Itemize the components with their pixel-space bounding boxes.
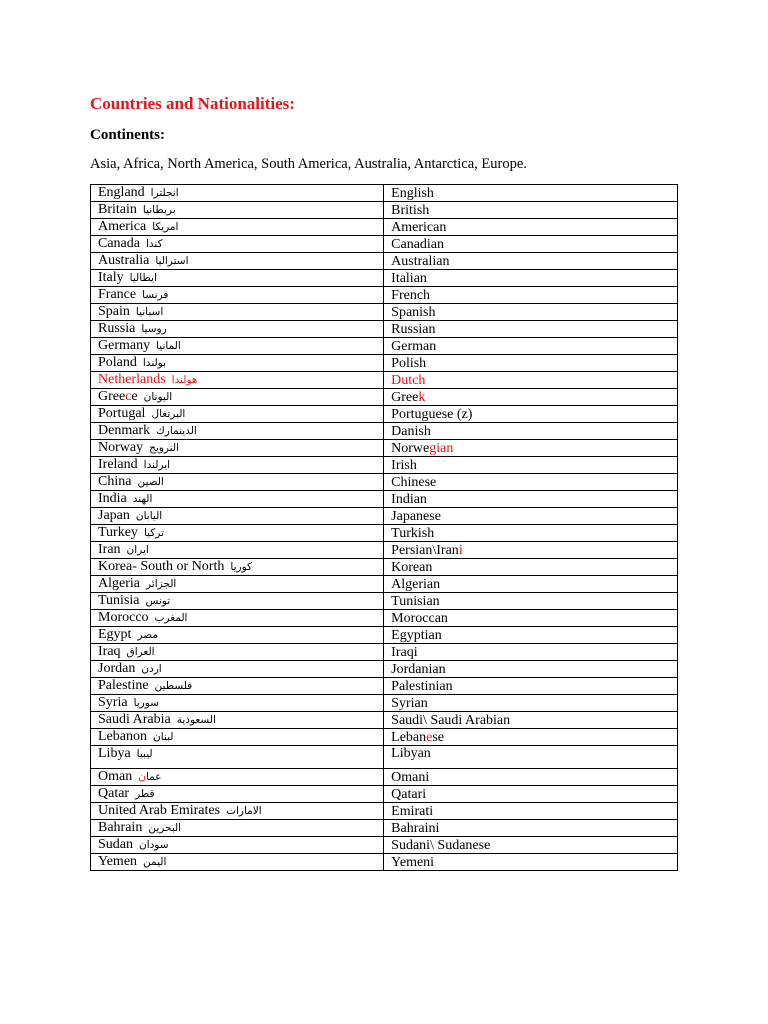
- arabic-name-text: النرويج: [149, 442, 179, 454]
- country-cell: [91, 372, 384, 389]
- arabic-name-text: ايرلندا: [143, 459, 171, 471]
- country-cell: [91, 576, 384, 593]
- table-row: [91, 769, 678, 786]
- table-row: [91, 474, 678, 491]
- table-row: [91, 559, 678, 576]
- continents-list: Asia, Africa, North America, South America, Australia, Antarctica, Europe.: [90, 156, 527, 172]
- nationality-cell: [384, 610, 678, 627]
- nationality-text: Qatari: [391, 786, 427, 802]
- arabic-name-text: المغرب: [154, 612, 188, 624]
- nationality-cell: [384, 786, 678, 803]
- arabic-name: [137, 748, 153, 760]
- arabic-name: [153, 731, 173, 743]
- country-name-text: Norway: [98, 440, 144, 455]
- nationality-text: Japanese: [391, 508, 441, 524]
- arabic-name: [142, 289, 168, 301]
- table-row: [91, 644, 678, 661]
- table-row: [91, 355, 678, 372]
- arabic-name: [137, 476, 163, 488]
- country-cell: [91, 236, 384, 253]
- country-name-text: France: [98, 287, 137, 302]
- nationality-cell: [384, 236, 678, 253]
- table-row: [91, 219, 678, 236]
- country-name-text: Saudi Arabia: [98, 712, 171, 727]
- table-row: [91, 236, 678, 253]
- nationality-cell: [384, 820, 678, 837]
- country-cell: [91, 525, 384, 542]
- arabic-name-text: ايطاليا: [129, 272, 157, 284]
- arabic-name-highlight: هولندا: [171, 374, 198, 386]
- arabic-name: [226, 805, 262, 817]
- arabic-name: [156, 340, 181, 352]
- table-row: [91, 820, 678, 837]
- arabic-name-text: اسبانيا: [135, 306, 164, 318]
- nationality-text: Indian: [391, 491, 427, 507]
- country-cell: [91, 786, 384, 803]
- nationality-text: Egyptian: [391, 627, 442, 643]
- nationality-text: Gree: [391, 389, 419, 405]
- country-cell: [91, 253, 384, 270]
- arabic-name: [127, 646, 155, 658]
- arabic-name-text: العراق: [126, 646, 155, 658]
- country-cell: [91, 610, 384, 627]
- nationality-text: Turkish: [391, 525, 435, 541]
- country-name-text: Syria: [98, 695, 128, 710]
- arabic-name-text: انجلترا: [150, 187, 179, 199]
- table-row: [91, 854, 678, 871]
- nationality-cell: [384, 746, 678, 769]
- arabic-name-text: سوريا: [133, 697, 159, 709]
- country-name-text: Japan: [98, 508, 130, 523]
- country-cell: [91, 270, 384, 287]
- table-row: [91, 661, 678, 678]
- arabic-name-text: اردن: [141, 663, 162, 675]
- country-cell: [91, 202, 384, 219]
- nationality-cell: [384, 287, 678, 304]
- arabic-name: [146, 238, 163, 250]
- nationality-text: Portuguese (z): [391, 406, 473, 422]
- table-row: [91, 389, 678, 406]
- nationality-cell: [384, 729, 678, 746]
- arabic-name: [148, 822, 181, 834]
- arabic-name: [155, 612, 188, 624]
- country-name-text: e: [131, 389, 138, 404]
- table-row: [91, 287, 678, 304]
- nationality-text: Italian: [391, 270, 427, 286]
- arabic-name: [136, 306, 163, 318]
- country-name-text: Germany: [98, 338, 151, 353]
- country-cell: [91, 729, 384, 746]
- nationality-highlight: i: [458, 542, 463, 558]
- nationality-text: Chinese: [391, 474, 437, 490]
- table-row: [91, 576, 678, 593]
- country-name-text: India: [98, 491, 127, 506]
- arabic-name-text: كندا: [145, 238, 163, 250]
- country-name-text: Egypt: [98, 627, 132, 642]
- arabic-name-text: الامارات: [226, 805, 262, 817]
- table-row: [91, 695, 678, 712]
- nationality-cell: [384, 338, 678, 355]
- country-cell: [91, 508, 384, 525]
- nationality-text: British: [391, 202, 430, 218]
- country-cell: [91, 423, 384, 440]
- country-name-text: United Arab Emirates: [98, 803, 221, 818]
- country-cell: [91, 678, 384, 695]
- arabic-name: [136, 510, 162, 522]
- nationality-cell: [384, 576, 678, 593]
- country-cell: [91, 338, 384, 355]
- arabic-name-text: امريكا: [152, 221, 179, 233]
- nationality-text: German: [391, 338, 437, 354]
- country-name-text: Algeria: [98, 576, 140, 591]
- table-row: [91, 746, 678, 769]
- table-row: [91, 678, 678, 695]
- arabic-name: [230, 561, 252, 573]
- nationality-cell: [384, 457, 678, 474]
- arabic-name-text: مصر: [137, 629, 158, 641]
- country-name-text: Iran: [98, 542, 121, 557]
- country-cell: [91, 854, 384, 871]
- nationalities-table: [90, 184, 678, 871]
- nationality-highlight: k: [418, 389, 426, 405]
- arabic-name: [152, 221, 178, 233]
- country-cell: [91, 542, 384, 559]
- arabic-name: [151, 187, 179, 199]
- nationality-text: Jordanian: [391, 661, 446, 677]
- country-name-text: Qatar: [98, 786, 130, 801]
- arabic-name: [156, 425, 197, 437]
- country-cell: [91, 695, 384, 712]
- country-cell: [91, 837, 384, 854]
- country-name-text: Lebanon: [98, 729, 147, 744]
- table-row: [91, 593, 678, 610]
- country-name-text: Denmark: [98, 423, 151, 438]
- arabic-name: [144, 391, 173, 403]
- nationality-highlight: gian: [429, 440, 454, 456]
- table-row: [91, 270, 678, 287]
- country-cell: [91, 803, 384, 820]
- country-name-text: Libya: [98, 746, 131, 761]
- nationality-cell: [384, 474, 678, 491]
- table-row: [91, 185, 678, 202]
- arabic-name-highlight: ن: [138, 771, 146, 783]
- nationality-cell: [384, 440, 678, 457]
- country-cell: [91, 820, 384, 837]
- arabic-name: [135, 788, 154, 800]
- arabic-name: [155, 680, 193, 692]
- country-name-text: Turkey: [98, 525, 138, 540]
- arabic-name: [130, 272, 157, 284]
- country-name-text: Gree: [98, 389, 126, 404]
- nationality-cell: [384, 525, 678, 542]
- country-name-text: America: [98, 219, 147, 234]
- nationality-text: Moroccan: [391, 610, 448, 626]
- nationality-text: Korean: [391, 559, 433, 575]
- arabic-name: [141, 323, 166, 335]
- nationality-cell: [384, 627, 678, 644]
- nationality-cell: [384, 803, 678, 820]
- arabic-name-text: الجزائر: [145, 578, 177, 590]
- arabic-name-text: البحرين: [148, 822, 182, 834]
- country-name-text: Iraq: [98, 644, 121, 659]
- table-row: [91, 729, 678, 746]
- table-row: [91, 423, 678, 440]
- arabic-name-text: الدينمارك: [156, 425, 197, 437]
- table-row: [91, 627, 678, 644]
- table-row: [91, 803, 678, 820]
- nationality-text: Tunisian: [391, 593, 440, 609]
- table-row: [91, 406, 678, 423]
- nationality-cell: [384, 854, 678, 871]
- country-cell: [91, 474, 384, 491]
- arabic-name: [146, 595, 171, 607]
- country-cell: [91, 355, 384, 372]
- arabic-name: [127, 544, 149, 556]
- nationality-text: Polish: [391, 355, 427, 371]
- country-name-text: China: [98, 474, 132, 489]
- nationality-cell: [384, 270, 678, 287]
- arabic-name: [138, 771, 161, 783]
- nationality-text: Spanish: [391, 304, 436, 320]
- arabic-name-text: تركيا: [143, 527, 165, 539]
- nationality-cell: [384, 712, 678, 729]
- country-name-text: Canada: [98, 236, 140, 251]
- arabic-name: [141, 663, 161, 675]
- arabic-name: [144, 459, 170, 471]
- nationality-text: French: [391, 287, 431, 303]
- arabic-name: [133, 493, 153, 505]
- nationality-text: Palestinian: [391, 678, 453, 694]
- table-row: [91, 457, 678, 474]
- arabic-name: [143, 856, 166, 868]
- country-name-text: Britain: [98, 202, 137, 217]
- country-cell: [91, 644, 384, 661]
- country-name-text: Sudan: [98, 837, 133, 852]
- country-name-text: Ireland: [98, 457, 138, 472]
- country-name-text: Italy: [98, 270, 124, 285]
- arabic-name: [146, 578, 176, 590]
- arabic-name-text: تونس: [145, 595, 171, 607]
- nationality-text: Persian\Iran: [391, 542, 459, 558]
- country-name-text: Poland: [98, 355, 137, 370]
- country-name-text: Oman: [98, 769, 133, 784]
- country-cell: [91, 769, 384, 786]
- nationality-text: Irish: [391, 457, 417, 473]
- nationality-text: Emirati: [391, 803, 434, 819]
- arabic-name: [155, 255, 188, 267]
- nationality-highlight: Dutch: [391, 372, 426, 388]
- country-name-text: Spain: [98, 304, 130, 319]
- arabic-name-text: بولندا: [142, 357, 167, 369]
- country-cell: [91, 389, 384, 406]
- table-row: [91, 786, 678, 803]
- nationality-cell: [384, 423, 678, 440]
- country-name-text: England: [98, 185, 145, 200]
- arabic-name-text: السعودية: [176, 714, 216, 726]
- arabic-name-text: قطر: [135, 788, 155, 800]
- arabic-name: [144, 527, 164, 539]
- nationality-cell: [384, 202, 678, 219]
- nationality-cell: [384, 661, 678, 678]
- country-cell: [91, 304, 384, 321]
- table-row: [91, 202, 678, 219]
- nationality-text: Norwe: [391, 440, 430, 456]
- nationality-text: Russian: [391, 321, 436, 337]
- arabic-name-text: سودان: [139, 839, 169, 851]
- table-row: [91, 304, 678, 321]
- country-name-text: Palestine: [98, 678, 149, 693]
- country-name-text: Tunisia: [98, 593, 140, 608]
- nationality-text: Algerian: [391, 576, 441, 592]
- nationality-cell: [384, 542, 678, 559]
- table-row: [91, 837, 678, 854]
- nationality-cell: [384, 321, 678, 338]
- arabic-name-text: كوريا: [230, 561, 252, 573]
- arabic-name: [137, 629, 158, 641]
- country-name-text: Morocco: [98, 610, 149, 625]
- country-cell: [91, 491, 384, 508]
- nationalities-table-body: [91, 185, 678, 871]
- nationality-cell: [384, 219, 678, 236]
- nationality-cell: [384, 559, 678, 576]
- table-row: [91, 491, 678, 508]
- nationality-text: Danish: [391, 423, 431, 439]
- nationality-cell: [384, 491, 678, 508]
- country-cell: [91, 593, 384, 610]
- section-heading: Continents:: [90, 127, 166, 143]
- arabic-name-text: بريطانيا: [142, 204, 176, 216]
- nationality-cell: [384, 837, 678, 854]
- arabic-name: [172, 374, 198, 386]
- nationality-text: Australian: [391, 253, 450, 269]
- table-row: [91, 338, 678, 355]
- arabic-name-text: لبنان: [152, 731, 174, 743]
- arabic-name-text: الصين: [137, 476, 164, 488]
- nationality-text: Yemeni: [391, 854, 435, 870]
- country-name-text: Yemen: [98, 854, 138, 869]
- arabic-name-text: اليمن: [143, 856, 167, 868]
- nationality-text: Libyan: [391, 746, 431, 761]
- nationality-text: se: [432, 729, 445, 745]
- country-name-highlight: c: [125, 389, 132, 404]
- table-row: [91, 525, 678, 542]
- country-cell: [91, 440, 384, 457]
- nationality-cell: [384, 389, 678, 406]
- arabic-name-text: فرنسا: [142, 289, 169, 301]
- country-name-text: Jordan: [98, 661, 136, 676]
- arabic-name-text: المانيا: [156, 340, 181, 352]
- country-cell: [91, 457, 384, 474]
- nationality-cell: [384, 253, 678, 270]
- arabic-name-text: الهند: [132, 493, 153, 505]
- nationality-text: Leban: [391, 729, 427, 745]
- country-cell: [91, 287, 384, 304]
- arabic-name-text: البرتغال: [151, 408, 186, 420]
- nationality-cell: [384, 678, 678, 695]
- table-row: [91, 610, 678, 627]
- arabic-name: [151, 408, 185, 420]
- table-row: [91, 253, 678, 270]
- table-row: [91, 508, 678, 525]
- arabic-name-text: اليابان: [135, 510, 163, 522]
- country-cell: [91, 406, 384, 423]
- arabic-name-text: فلسطين: [154, 680, 193, 692]
- table-row: [91, 440, 678, 457]
- nationality-cell: [384, 769, 678, 786]
- nationality-text: English: [391, 185, 434, 201]
- nationality-text: American: [391, 219, 447, 235]
- country-cell: [91, 627, 384, 644]
- arabic-name-text: روسيا: [141, 323, 167, 335]
- country-name-text: Australia: [98, 253, 150, 268]
- nationality-cell: [384, 372, 678, 389]
- nationality-text: Sudani\ Sudanese: [391, 837, 491, 853]
- arabic-name: [177, 714, 216, 726]
- arabic-name-text: ليبيا: [136, 748, 153, 760]
- nationality-cell: [384, 593, 678, 610]
- country-name-text: Bahrain: [98, 820, 143, 835]
- country-cell: [91, 219, 384, 236]
- country-name-text: Portugal: [98, 406, 146, 421]
- arabic-name-text: ايران: [126, 544, 149, 556]
- table-row: [91, 321, 678, 338]
- arabic-name-text: عما: [145, 771, 162, 783]
- country-cell: [91, 559, 384, 576]
- nationality-text: Omani: [391, 769, 430, 785]
- arabic-name: [149, 442, 179, 454]
- arabic-name-text: اليونان: [143, 391, 173, 403]
- arabic-name: [139, 839, 169, 851]
- country-cell: [91, 746, 384, 769]
- country-cell: [91, 661, 384, 678]
- table-row: [91, 372, 678, 389]
- arabic-name: [143, 357, 166, 369]
- nationality-text: Canadian: [391, 236, 445, 252]
- nationality-cell: [384, 185, 678, 202]
- nationality-cell: [384, 355, 678, 372]
- nationality-text: Saudi\ Saudi Arabian: [391, 712, 511, 728]
- nationality-text: Bahraini: [391, 820, 440, 836]
- arabic-name: [134, 697, 159, 709]
- nationality-text: Syrian: [391, 695, 428, 711]
- nationality-cell: [384, 508, 678, 525]
- country-name-text: Russia: [98, 321, 136, 336]
- nationality-highlight: e: [426, 729, 433, 745]
- page-title: Countries and Nationalities:: [90, 94, 295, 113]
- nationality-cell: [384, 695, 678, 712]
- country-cell: [91, 712, 384, 729]
- nationality-cell: [384, 644, 678, 661]
- country-name-text: Korea- South or North: [98, 559, 225, 574]
- nationality-cell: [384, 406, 678, 423]
- country-cell: [91, 321, 384, 338]
- table-row: [91, 542, 678, 559]
- country-name-highlight: Netherlands: [98, 372, 166, 387]
- arabic-name-text: استراليا: [155, 255, 189, 267]
- country-cell: [91, 185, 384, 202]
- table-row: [91, 712, 678, 729]
- arabic-name: [143, 204, 176, 216]
- nationality-cell: [384, 304, 678, 321]
- nationality-text: Iraqi: [391, 644, 418, 660]
